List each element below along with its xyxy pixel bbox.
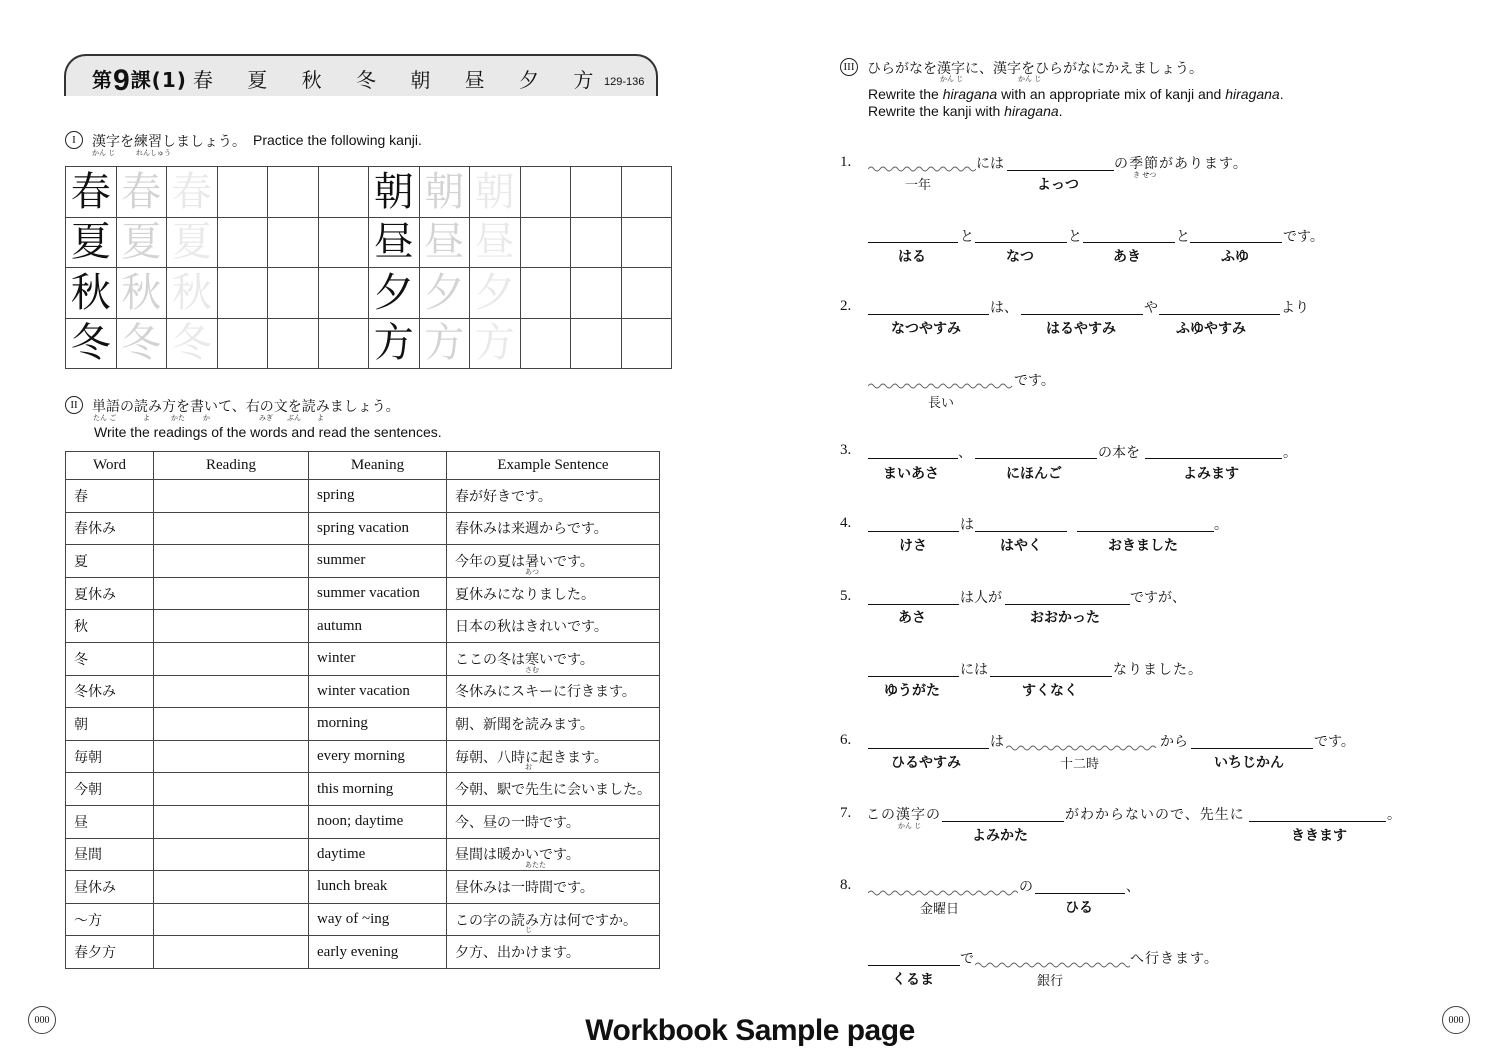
prompt-hiragana: いちじかん [1214, 755, 1284, 771]
column-header-meaning: Meaning [309, 452, 447, 480]
page-number-right: 000 [1442, 1006, 1470, 1034]
example-sentence: 今、昼の一時です。 [455, 814, 580, 831]
reading-answer-cell [154, 512, 309, 545]
example-sentence-cell [447, 675, 660, 708]
lesson-kanji-list: 春 夏 秋 冬 朝 昼 夕 方 [192, 68, 608, 92]
vocab-meaning: autumn [309, 610, 447, 643]
section2-title-en: Write the readings of the words and read the sentences. [94, 424, 442, 440]
table-row [66, 480, 660, 513]
answer-blank [1035, 877, 1125, 894]
kanji-blank-cell [621, 217, 672, 268]
vocab-meaning: this morning [309, 773, 447, 806]
kanji-blank-cell [318, 217, 369, 268]
prompt-hiragana: なつやすみ [891, 321, 961, 337]
kanji-blank-cell [571, 268, 622, 319]
question-number: 5. [840, 588, 852, 604]
table-row [66, 740, 660, 773]
example-sentence: 今年の夏は暑いです。 [455, 553, 594, 570]
section3-title-jp: ひらがなを漢字に、漢字をひらがなにかえましょう。 [867, 61, 1203, 77]
example-sentence-cell [447, 903, 660, 936]
kanji-model-cell: 秋 [66, 268, 117, 319]
kanji-grid-row [66, 217, 672, 268]
kanji-model-cell: 夏 [66, 217, 117, 268]
vocab-word: 冬休み [66, 675, 154, 708]
kanji-model-cell: 昼 [369, 217, 420, 268]
wavy-underline [868, 165, 976, 173]
kanji-blank-cell [217, 217, 268, 268]
kanji-trace-cell: 夕 [470, 268, 521, 319]
kanji-blank-cell [621, 268, 672, 319]
prompt-hiragana: はるやすみ [1046, 321, 1116, 337]
example-sentence-cell [447, 871, 660, 904]
kanji-blank-cell [571, 217, 622, 268]
vocab-word: 春 [66, 480, 154, 513]
kanji-blank-cell [621, 318, 672, 369]
wavy-underline [868, 889, 1018, 897]
sentence-text: ですが、 [1130, 590, 1186, 606]
reading-answer-cell [154, 577, 309, 610]
prompt-hiragana: すくなく [1022, 683, 1078, 699]
example-sentence: 春休みは来週からです。 [455, 521, 608, 538]
reading-answer-cell [154, 936, 309, 969]
example-sentence-cell [447, 838, 660, 871]
prompt-hiragana: はる [898, 249, 926, 265]
instr-italic: hiragana [942, 86, 998, 102]
example-sentence: 夕方、出かけます。 [455, 945, 580, 962]
prompt-hiragana: よっつ [1037, 177, 1079, 193]
kanji-trace-cell: 方 [470, 318, 521, 369]
sentence-text: や [1144, 300, 1158, 316]
example-sentence: 今朝、駅で先生に会いました。 [455, 782, 651, 799]
prompt-hiragana: ひる [1065, 900, 1093, 916]
sentence-text: 、 [958, 445, 972, 461]
kanji-blank-cell [318, 268, 369, 319]
example-sentence: ここの冬は寒いです。 [455, 651, 594, 668]
section1-title-jp: 漢字を練習しましょう。 [92, 134, 246, 150]
question-number: 3. [840, 442, 852, 458]
vocab-word: 今朝 [66, 773, 154, 806]
instr-text: Rewrite the [868, 86, 943, 102]
kanji-trace-cell: 春 [116, 167, 167, 218]
kanji-blank-cell [520, 217, 571, 268]
vocab-meaning: daytime [309, 838, 447, 871]
sentence-text: です。 [1283, 229, 1324, 245]
kanji-blank-cell [571, 318, 622, 369]
example-sentence: この字の読み方は何ですか。 [455, 912, 637, 929]
furigana: よ [317, 414, 324, 422]
sentence-text: です。 [1314, 734, 1355, 750]
reading-answer-cell [154, 708, 309, 741]
answer-blank [1145, 442, 1282, 459]
kanji-trace-cell: 方 [419, 318, 470, 369]
vocab-word: 昼 [66, 805, 154, 838]
prompt-hiragana: ふゆ [1221, 249, 1249, 265]
kanji-blank-cell [318, 318, 369, 369]
kanji-model-cell: 方 [369, 318, 420, 369]
furigana: かん じ [1018, 75, 1042, 83]
table-row [66, 675, 660, 708]
furigana: お [525, 763, 532, 772]
kanji-number-range: 129-136 [604, 76, 645, 88]
sentence-text: の季節があります。 [1114, 156, 1248, 172]
sentence-text: 。 [1387, 807, 1401, 823]
table-row [66, 642, 660, 675]
furigana: かん じ [92, 149, 116, 157]
prompt-hiragana: はやく [1000, 538, 1042, 554]
kanji-model-cell: 春 [66, 167, 117, 218]
vocab-meaning: spring vacation [309, 512, 447, 545]
table-row [66, 838, 660, 871]
vocab-word: ～方 [66, 903, 154, 936]
table-row [66, 903, 660, 936]
sentence-text: と [1068, 229, 1082, 245]
prompt-kanji: 長い [928, 396, 955, 411]
sentence-text: には [960, 662, 988, 678]
prompt-hiragana: おおかった [1030, 610, 1100, 626]
instr-text: with an appropriate mix of kanji and [997, 86, 1226, 102]
answer-blank [868, 226, 958, 243]
instr-italic: hiragana [1225, 86, 1280, 102]
table-row [66, 805, 660, 838]
answer-blank [1190, 226, 1282, 243]
reading-answer-cell [154, 545, 309, 578]
kanji-trace-cell: 秋 [116, 268, 167, 319]
answer-blank [868, 660, 959, 677]
kanji-trace-cell: 夕 [419, 268, 470, 319]
kanji-blank-cell [621, 167, 672, 218]
furigana: よ [143, 414, 150, 422]
example-sentence-cell [447, 740, 660, 773]
prompt-hiragana: あさ [898, 610, 926, 626]
example-sentence-cell [447, 642, 660, 675]
sentence-text: 。 [1214, 517, 1228, 533]
section1-title-en: Practice the following kanji. [253, 132, 422, 148]
example-sentence-cell [447, 773, 660, 806]
sentence-text: この漢字の [866, 807, 941, 823]
prompt-hiragana: よみかた [972, 828, 1028, 844]
table-row [66, 512, 660, 545]
kanji-trace-cell: 秋 [167, 268, 218, 319]
table-row [66, 708, 660, 741]
question-number: 2. [840, 298, 852, 314]
wavy-underline [1006, 744, 1160, 752]
furigana: みぎ [259, 414, 273, 422]
prompt-hiragana: にほんご [1006, 466, 1062, 482]
furigana: あたた [525, 861, 546, 870]
reading-answer-cell [154, 675, 309, 708]
kanji-blank-cell [520, 167, 571, 218]
answer-blank [975, 442, 1097, 459]
answer-blank [942, 805, 1064, 822]
lesson-number: 9 [113, 64, 131, 97]
sentence-text: 。 [1283, 445, 1297, 461]
answer-blank [868, 949, 960, 966]
kanji-blank-cell [520, 268, 571, 319]
answer-blank [868, 515, 959, 532]
prompt-kanji: 一年 [905, 178, 932, 193]
prompt-kanji: 銀行 [1037, 974, 1064, 989]
vocab-word: 昼休み [66, 871, 154, 904]
instr-italic: hiragana [1004, 103, 1059, 119]
prompt-kanji: 金曜日 [920, 902, 960, 917]
kanji-trace-cell: 夏 [116, 217, 167, 268]
kanji-grid-row [66, 268, 672, 319]
sentence-text: と [1176, 229, 1190, 245]
vocab-meaning: winter vacation [309, 675, 447, 708]
furigana: か [203, 414, 210, 422]
kanji-blank-cell [268, 167, 319, 218]
table-row [66, 577, 660, 610]
example-sentence: 昼間は暖かいです。 [455, 847, 580, 864]
question-number: 1. [840, 154, 852, 170]
sentence-text: の本を [1098, 445, 1140, 461]
kanji-practice-grid [65, 166, 672, 369]
kanji-blank-cell [520, 318, 571, 369]
sentence-text: は [990, 734, 1004, 750]
example-sentence: 昼休みは一時間です。 [455, 879, 594, 896]
answer-blank [868, 588, 959, 605]
vocab-word: 春夕方 [66, 936, 154, 969]
answer-blank [1249, 805, 1386, 822]
lesson-title [92, 64, 607, 98]
prompt-hiragana: ゆうがた [884, 683, 940, 699]
sentence-text: には [976, 156, 1004, 172]
reading-answer-cell [154, 610, 309, 643]
section3-instruction-2 [868, 103, 1063, 119]
answer-blank [1005, 588, 1130, 605]
example-sentence-cell [447, 610, 660, 643]
kanji-blank-cell [268, 268, 319, 319]
reading-answer-cell [154, 838, 309, 871]
kanji-trace-cell: 昼 [470, 217, 521, 268]
kanji-trace-cell: 春 [167, 167, 218, 218]
vocab-word: 冬 [66, 642, 154, 675]
lesson-prefix: 第 [92, 68, 113, 92]
lesson-suffix: 課(1) [130, 68, 187, 92]
answer-blank [975, 226, 1067, 243]
vocab-word: 朝 [66, 708, 154, 741]
example-sentence-cell [447, 512, 660, 545]
furigana: さむ [525, 665, 539, 674]
vocabulary-table [65, 451, 660, 969]
prompt-hiragana: ひるやすみ [891, 755, 961, 771]
furigana: ぶん [287, 414, 301, 422]
vocab-meaning: spring [309, 480, 447, 513]
table-row [66, 936, 660, 969]
example-sentence: 朝、新聞を読みます。 [455, 716, 594, 733]
example-sentence: 夏休みになりました。 [455, 586, 595, 603]
table-row [66, 610, 660, 643]
answer-blank [1191, 732, 1313, 749]
kanji-trace-cell: 昼 [419, 217, 470, 268]
furigana: れんしゅう [136, 149, 171, 157]
sentence-text: は、 [990, 300, 1018, 316]
column-header-example: Example Sentence [447, 452, 660, 480]
kanji-grid-row [66, 318, 672, 369]
kanji-trace-cell: 冬 [116, 318, 167, 369]
answer-blank [868, 442, 958, 459]
furigana: たん ご [93, 414, 117, 422]
prompt-hiragana: おきました [1108, 538, 1178, 554]
question-number: 4. [840, 515, 852, 531]
sentence-text: は人が [960, 590, 1002, 606]
vocab-word: 夏休み [66, 577, 154, 610]
example-sentence-cell [447, 936, 660, 969]
question-number: 6. [840, 732, 852, 748]
kanji-blank-cell [217, 268, 268, 319]
sentence-text: 、 [1126, 879, 1140, 895]
reading-answer-cell [154, 871, 309, 904]
answer-blank [1159, 298, 1280, 315]
sentence-text: です。 [1014, 373, 1055, 389]
vocab-meaning: way of ~ing [309, 903, 447, 936]
reading-answer-cell [154, 740, 309, 773]
section-numeral-2: II [65, 396, 83, 414]
kanji-grid-row [66, 167, 672, 218]
instr-text: Rewrite the kanji with [868, 103, 1005, 119]
reading-answer-cell [154, 642, 309, 675]
answer-blank [868, 732, 989, 749]
kanji-blank-cell [268, 318, 319, 369]
prompt-hiragana: よみます [1183, 466, 1239, 482]
vocab-word: 昼間 [66, 838, 154, 871]
wavy-underline [868, 382, 1013, 390]
table-row [66, 871, 660, 904]
sentence-text: へ行きます。 [1130, 951, 1219, 967]
section-numeral-1: I [65, 131, 83, 149]
sentence-text: から [1160, 734, 1188, 750]
example-sentence: 冬休みにスキーに行きます。 [455, 684, 636, 701]
sentence-text: なりました。 [1113, 662, 1203, 678]
kanji-blank-cell [217, 167, 268, 218]
sentence-text: と [960, 229, 974, 245]
furigana: かん じ [898, 822, 922, 830]
example-sentence-cell [447, 708, 660, 741]
vocab-meaning: winter [309, 642, 447, 675]
sentence-text: で [960, 951, 974, 967]
answer-blank [990, 660, 1112, 677]
sentence-text: の [1019, 879, 1033, 895]
column-header-word: Word [66, 452, 154, 480]
vocab-word: 秋 [66, 610, 154, 643]
reading-answer-cell [154, 805, 309, 838]
furigana: き せつ [1133, 171, 1157, 179]
example-sentence-cell [447, 805, 660, 838]
kanji-blank-cell [571, 167, 622, 218]
furigana: かん じ [940, 75, 964, 83]
answer-blank [975, 515, 1067, 532]
prompt-hiragana: ききます [1291, 828, 1347, 844]
footer-caption: Workbook Sample page [585, 1014, 915, 1047]
wavy-underline [975, 961, 1130, 969]
vocab-word: 春休み [66, 512, 154, 545]
example-sentence-cell [447, 577, 660, 610]
section2-title-jp: 単語の読み方を書いて、右の文を読みましょう。 [92, 399, 400, 415]
furigana: じ [525, 926, 532, 935]
section3-instruction-1 [868, 86, 1284, 102]
furigana: あつ [525, 567, 539, 576]
example-sentence-cell [447, 480, 660, 513]
answer-blank [1077, 515, 1214, 532]
sentence-text: がわからないので、先生に [1065, 807, 1245, 823]
example-sentence: 春が好きです。 [455, 488, 552, 505]
kanji-trace-cell: 朝 [470, 167, 521, 218]
prompt-hiragana: ふゆやすみ [1176, 321, 1246, 337]
sentence-text: より [1281, 300, 1309, 316]
question-number: 8. [840, 877, 852, 893]
column-header-reading: Reading [154, 452, 309, 480]
example-sentence-cell [447, 545, 660, 578]
furigana: かた [171, 414, 185, 422]
instr-text: . [1058, 103, 1063, 119]
answer-blank [1007, 154, 1114, 171]
kanji-model-cell: 冬 [66, 318, 117, 369]
vocab-meaning: summer [309, 545, 447, 578]
vocab-meaning: every morning [309, 740, 447, 773]
prompt-hiragana: くるま [892, 972, 934, 988]
kanji-blank-cell [318, 167, 369, 218]
sentence-text: は [960, 517, 974, 533]
answer-blank [1083, 226, 1175, 243]
answer-blank [1021, 298, 1143, 315]
vocab-meaning: lunch break [309, 871, 447, 904]
prompt-hiragana: けさ [899, 538, 927, 554]
kanji-trace-cell: 冬 [167, 318, 218, 369]
reading-answer-cell [154, 480, 309, 513]
example-sentence: 毎朝、八時に起きます。 [455, 749, 608, 766]
vocab-meaning: early evening [309, 936, 447, 969]
prompt-hiragana: なつ [1006, 249, 1034, 265]
kanji-trace-cell: 朝 [419, 167, 470, 218]
kanji-blank-cell [217, 318, 268, 369]
reading-answer-cell [154, 773, 309, 806]
kanji-model-cell: 夕 [369, 268, 420, 319]
prompt-kanji: 十二時 [1060, 757, 1100, 772]
vocab-meaning: morning [309, 708, 447, 741]
example-sentence: 日本の秋はきれいです。 [455, 619, 608, 636]
page-number-left: 000 [28, 1006, 56, 1034]
section-numeral-3: III [840, 58, 858, 76]
table-row [66, 773, 660, 806]
vocab-word: 毎朝 [66, 740, 154, 773]
instr-text: . [1279, 86, 1284, 102]
vocab-meaning: noon; daytime [309, 805, 447, 838]
answer-blank [868, 298, 989, 315]
prompt-hiragana: あき [1113, 249, 1141, 265]
vocab-meaning: summer vacation [309, 577, 447, 610]
kanji-trace-cell: 夏 [167, 217, 218, 268]
question-number: 7. [840, 805, 852, 821]
reading-answer-cell [154, 903, 309, 936]
prompt-hiragana: まいあさ [883, 466, 939, 482]
table-row [66, 545, 660, 578]
kanji-blank-cell [268, 217, 319, 268]
vocab-word: 夏 [66, 545, 154, 578]
kanji-model-cell: 朝 [369, 167, 420, 218]
